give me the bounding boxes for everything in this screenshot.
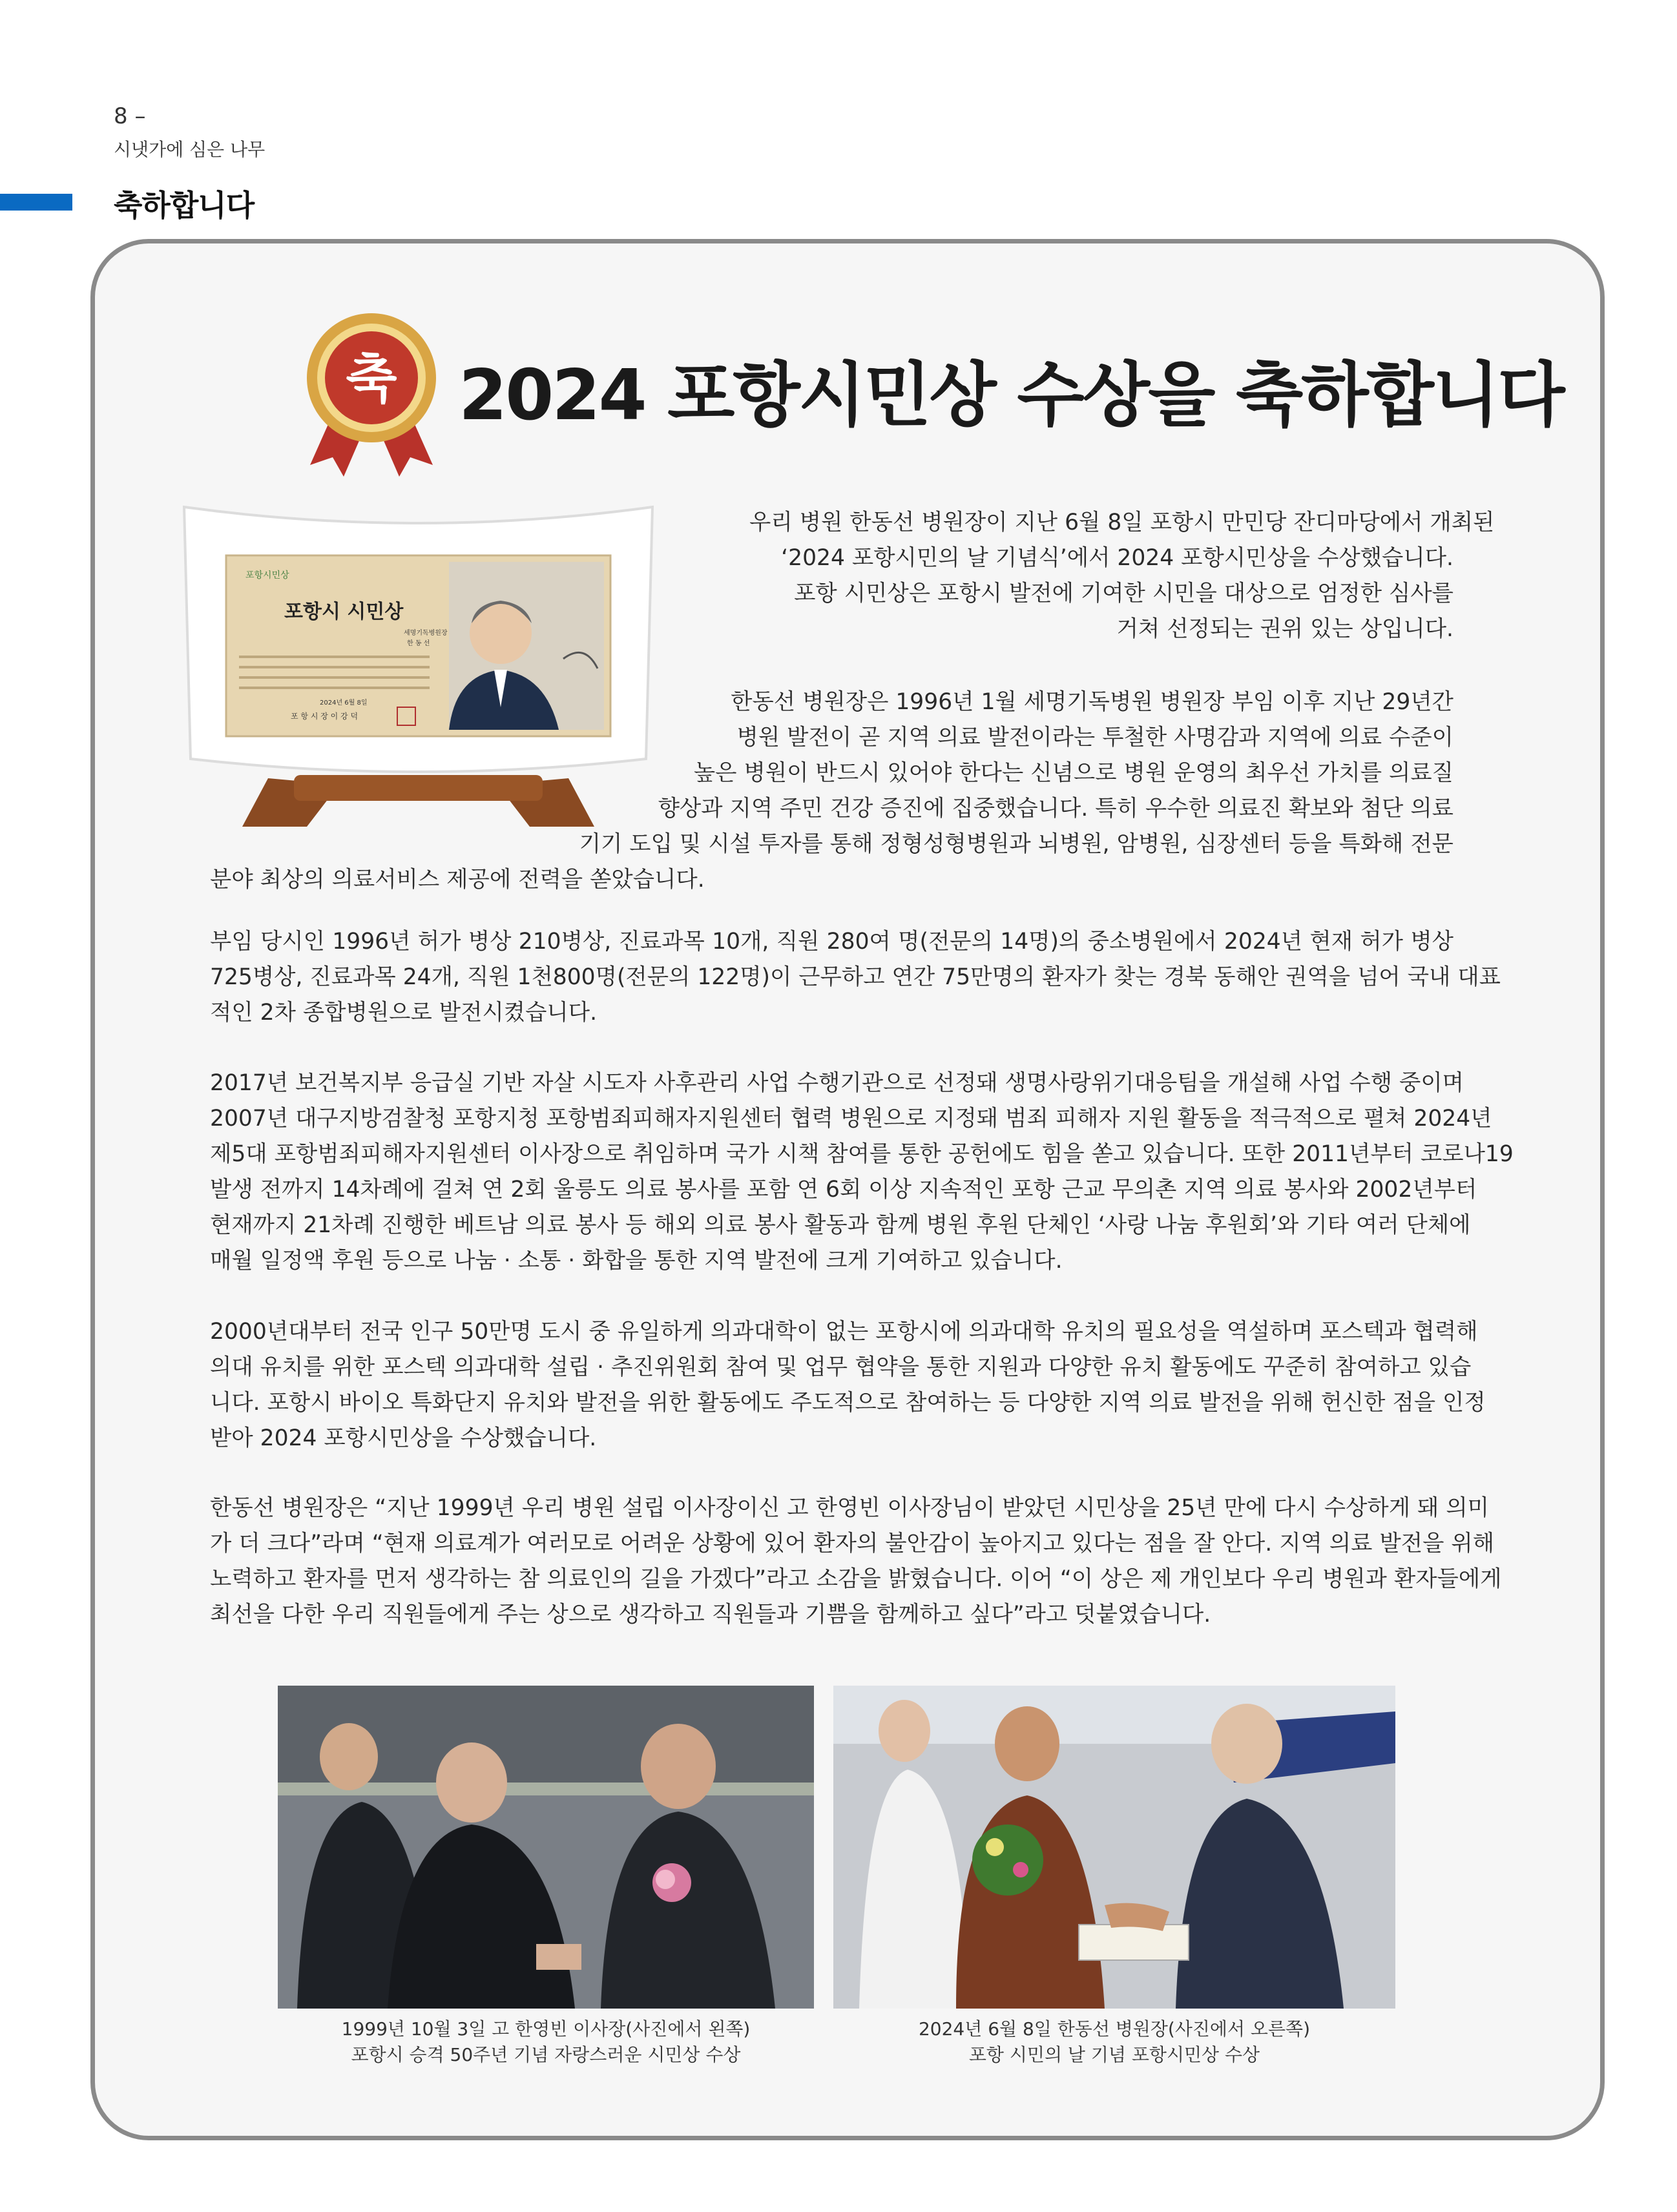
text-line: 기기 도입 및 시설 투자를 통해 정형성형병원과 뇌병원, 암병원, 심장센터 등을 특화해 전문 [579, 831, 1453, 857]
paragraph-intro [749, 505, 1495, 647]
paragraph-medical-school [210, 1314, 1486, 1456]
medal-glyph: 축 [346, 349, 397, 410]
paragraph-growth [210, 924, 1501, 1031]
text-line: 한동선 병원장은 1996년 1월 세명기독병원 병원장 부임 이후 지난 29년간 [731, 689, 1453, 715]
photo-2024-caption [833, 2016, 1395, 2068]
plaque-recipient-org: 세명기독병원장 [404, 630, 448, 637]
plaque-logo: 포항시민상 [245, 570, 289, 581]
paragraph-career [210, 685, 1453, 898]
text-line: 최선을 다한 우리 직원들에게 주는 상으로 생각하고 직원들과 기쁨을 함께하고 싶다”라고 덧붙였습니다. [210, 1602, 1211, 1628]
text-line: 적인 2차 종합병원으로 발전시켰습니다. [210, 1000, 598, 1026]
celebration-medal-icon [297, 310, 446, 478]
text-line: 725병상, 진료과목 24개, 직원 1천800명(전문의 122명)이 근무하고 연간 75만명의 환자가 찾는 경북 동해안 권역을 넘어 국내 대표 [210, 964, 1501, 990]
plaque-date: 2024년 6월 8일 [320, 699, 368, 707]
page-number: 8 – [114, 103, 146, 129]
section-marker-bar [0, 194, 72, 211]
text-line: 2017년 보건복지부 응급실 기반 자살 시도자 사후관리 사업 수행기관으로 선정돼 생명사랑위기대응팀을 개설해 사업 수행 중이며 [210, 1070, 1464, 1096]
text-line: 제5대 포항범죄피해자지원센터 이사장으로 취임하며 국가 시책 참여를 통한 공헌에도 힘을 쏟고 있습니다. 또한 2011년부터 코로나19 [210, 1141, 1514, 1167]
photo-1999-award [278, 1686, 814, 2009]
text-line: ‘2024 포항시민의 날 기념식’에서 2024 포항시민상을 수상했습니다. [781, 545, 1453, 571]
plaque-title: 포항시 시민상 [284, 601, 404, 623]
caption-line: 포항시 승격 50주년 기념 자랑스러운 시민상 수상 [351, 2044, 741, 2065]
photo-1999-caption [278, 2016, 814, 2068]
photo-2024-award [833, 1686, 1395, 2009]
magazine-name: 시냇가에 심은 나무 [114, 139, 266, 160]
headline: 2024 포항시민상 수상을 축하합니다 [459, 355, 1563, 436]
section-title: 축하합니다 [114, 188, 255, 223]
text-line: 발생 전까지 14차례에 걸쳐 연 2회 울릉도 의료 봉사를 포함 연 6회 이상 지속적인 포항 근교 무의촌 지역 의료 봉사와 2002년부터 [210, 1177, 1477, 1203]
text-line: 거쳐 선정되는 권위 있는 상입니다. [1116, 616, 1453, 642]
paragraph-quote [210, 1491, 1502, 1633]
text-line: 받아 2024 포항시민상을 수상했습니다. [210, 1425, 597, 1451]
text-line: 매월 일정액 후원 등으로 나눔 · 소통 · 화합을 통한 지역 발전에 크게 기여하고 있습니다. [210, 1248, 1063, 1274]
caption-line: 1999년 10월 3일 고 한영빈 이사장(사진에서 왼쪽) [341, 2018, 751, 2040]
paragraph-service [210, 1066, 1514, 1279]
text-line: 부임 당시인 1996년 허가 병상 210병상, 진료과목 10개, 직원 280여 명(전문의 14명)의 중소병원에서 2024년 현재 허가 병상 [210, 929, 1453, 955]
text-line: 높은 병원이 반드시 있어야 한다는 신념으로 병원 운영의 최우선 가치를 의료질 [693, 760, 1453, 786]
text-line: 현재까지 21차례 진행한 베트남 의료 봉사 등 해외 의료 봉사 활동과 함께 병원 후원 단체인 ‘사랑 나눔 후원회’와 기타 여러 단체에 [210, 1212, 1471, 1238]
text-line: 2007년 대구지방검찰청 포항지청 포항범죄피해자지원센터 협력 병원으로 지정돼 범죄 피해자 지원 활동을 적극적으로 펼쳐 2024년 [210, 1106, 1492, 1132]
plaque-issuer: 포 항 시 장 이 강 덕 [291, 712, 359, 721]
text-line: 2000년대부터 전국 인구 50만명 도시 중 유일하게 의과대학이 없는 포항시에 의과대학 유치의 필요성을 역설하며 포스텍과 협력해 [210, 1319, 1478, 1345]
text-line: 분야 최상의 의료서비스 제공에 전력을 쏟았습니다. [210, 867, 705, 893]
text-line: 니다. 포항시 바이오 특화단지 유치와 발전을 위한 활동에도 주도적으로 참여하는 등 다양한 지역 의료 발전을 위해 헌신한 점을 인정 [210, 1390, 1486, 1416]
plaque-recipient-name: 한 동 선 [407, 640, 430, 647]
text-line: 한동선 병원장은 “지난 1999년 우리 병원 설립 이사장이신 고 한영빈 이사장님이 받았던 시민상을 25년 만에 다시 수상하게 돼 의미 [210, 1495, 1489, 1521]
text-line: 의대 유치를 위한 포스텍 의과대학 설립 · 추진위원회 참여 및 업무 협약을 통한 지원과 다양한 유치 활동에도 꾸준히 참여하고 있습 [210, 1354, 1472, 1380]
caption-line: 포항 시민의 날 기념 포항시민상 수상 [968, 2044, 1260, 2065]
text-line: 병원 발전이 곧 지역 의료 발전이라는 투철한 사명감과 지역에 의료 수준이 [736, 725, 1453, 750]
text-line: 가 더 크다”라며 “현재 의료계가 여러모로 어려운 상황에 있어 환자의 불안감이 높아지고 있다는 점을 잘 안다. 지역 의료 발전을 위해 [210, 1531, 1495, 1556]
text-line: 노력하고 환자를 먼저 생각하는 참 의료인의 길을 가겠다”라고 소감을 밝혔습니다. 이어 “이 상은 제 개인보다 우리 병원과 환자들에게 [210, 1566, 1502, 1592]
text-line: 우리 병원 한동선 병원장이 지난 6월 8일 포항시 만민당 잔디마당에서 개최된 [749, 510, 1495, 535]
text-line: 향상과 지역 주민 건강 증진에 집중했습니다. 특히 우수한 의료진 확보와 첨단 의료 [658, 796, 1453, 822]
text-line: 포항 시민상은 포항시 발전에 기여한 시민을 대상으로 엄정한 심사를 [794, 581, 1453, 606]
caption-line: 2024년 6월 8일 한동선 병원장(사진에서 오른쪽) [918, 2018, 1310, 2040]
